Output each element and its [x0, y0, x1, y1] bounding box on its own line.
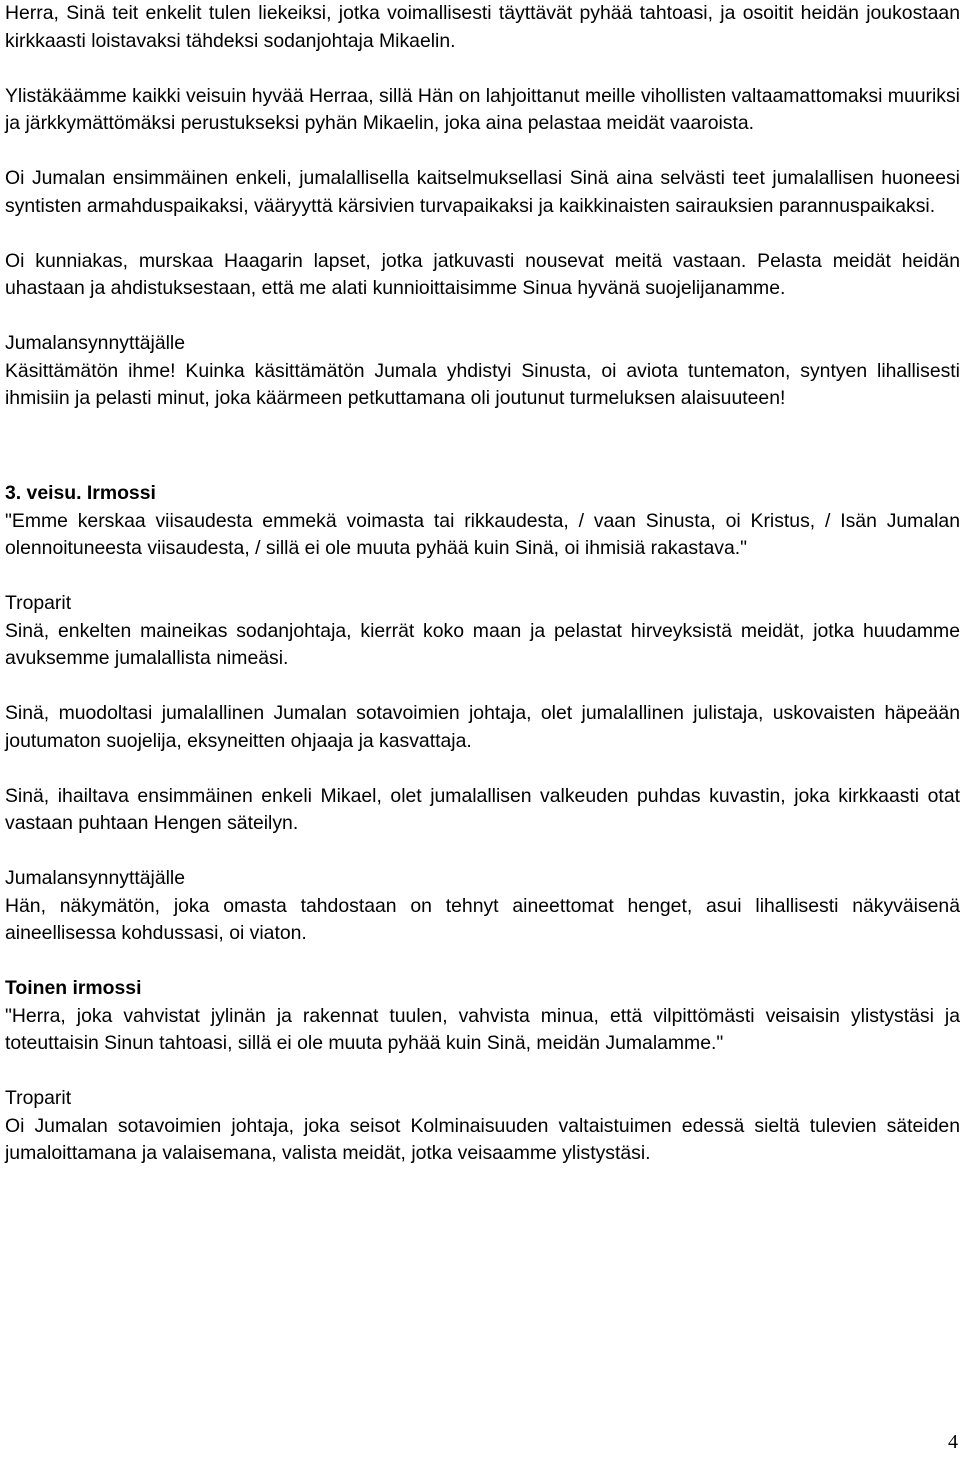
heading-troparia-1: Troparit: [5, 592, 72, 614]
heading-second-irmos: Toinen irmossi: [5, 977, 142, 999]
page-number: 4: [948, 1431, 958, 1453]
heading-ode-3: 3. veisu. Irmossi: [5, 482, 156, 504]
heading-theotokion-1: Jumalansynnyttäjälle: [5, 332, 185, 354]
paragraph-9: Sinä, ihailtava ensimmäinen enkeli Mikael, olet jumalallisen valkeuden puhdas kuvastin, joka kirkkaasti otat vastaan puhtaan Hengen säteilyn.: [5, 784, 960, 834]
paragraph-5: Käsittämätön ihme! Kuinka käsittämätön Jumala yhdistyi Sinusta, oi aviota tuntematon, syntyen lihallisesti ihmisiin ja pelasti minut, joka käärmeen petkuttamana oli joutunut turmeluksen alaisuuteen!: [5, 359, 960, 409]
paragraph-10: Hän, näkymätön, joka omasta tahdostaan on tehnyt aineettomat henget, asui lihallisesti näkyväisenä aineellisessa kohdussasi, oi viaton.: [5, 894, 960, 944]
heading-troparia-2: Troparit: [5, 1087, 72, 1109]
paragraph-11: "Herra, joka vahvistat jylinän ja rakennat tuulen, vahvista minua, että vilpittömästi veisaisin ylistystäsi ja toteuttaisin Sinun tahtoasi, sillä ei ole muuta pyhää kuin Sinä, meidän Jumalamme.": [5, 1004, 960, 1054]
paragraph-1: Herra, Sinä teit enkelit tulen liekeiksi, jotka voimallisesti täyttävät pyhää tahtoasi, ja osoitit heidän joukostaan kirkkaasti loistavaksi tähdeksi sodanjohtaja Mikaelin.: [5, 2, 960, 52]
paragraph-12: Oi Jumalan sotavoimien johtaja, joka seisot Kolminaisuuden valtaistuimen edessä sieltä tulevien säteiden jumaloittamana ja valaisemana, valista meidät, jotka veisaamme ylistystäsi.: [5, 1114, 960, 1164]
paragraph-3: Oi Jumalan ensimmäinen enkeli, jumalallisella kaitselmuksellasi Sinä aina selvästi teet jumalallisen huoneesi syntisten armahduspaikaksi, vääryyttä kärsivien turvapaikaksi ja kaikkinaisten sairauksien parannuspaikaksi.: [5, 167, 960, 217]
paragraph-4: Oi kunniakas, murskaa Haagarin lapset, jotka jatkuvasti nousevat meitä vastaan. Pelasta meidät heidän uhastaan ja ahdistuksestaan, että me alati kunnioittaisimme Sinua hyvänä suojelijanamme.: [5, 249, 960, 299]
document-page: [5, 0, 960, 1168]
paragraph-2: Ylistäkäämme kaikki veisuin hyvää Herraa, sillä Hän on lahjoittanut meille vihollisten valtaamattomaksi muuriksi ja järkkymättömäksi perustukseksi pyhän Mikaelin, joka aina pelastaa meidät vaaroista.: [5, 84, 960, 134]
heading-theotokion-2: Jumalansynnyttäjälle: [5, 867, 185, 889]
paragraph-8: Sinä, muodoltasi jumalallinen Jumalan sotavoimien johtaja, olet jumalallinen julistaja, uskovaisten häpeään joutumaton suojelija, eksyneitten ohjaaja ja kasvattaja.: [5, 702, 960, 752]
paragraph-6: "Emme kerskaa viisaudesta emmekä voimasta tai rikkaudesta, / vaan Sinusta, oi Kristus, / Isän Jumalan olennoituneesta viisaudesta, / sillä ei ole muuta pyhää kuin Sinä, oi ihmisiä rakastava.": [5, 509, 960, 559]
paragraph-7: Sinä, enkelten maineikas sodanjohtaja, kierrät koko maan ja pelastat hirveyksistä meidät, jotka huudamme avuksemme jumalallista nimeäsi.: [5, 619, 960, 669]
